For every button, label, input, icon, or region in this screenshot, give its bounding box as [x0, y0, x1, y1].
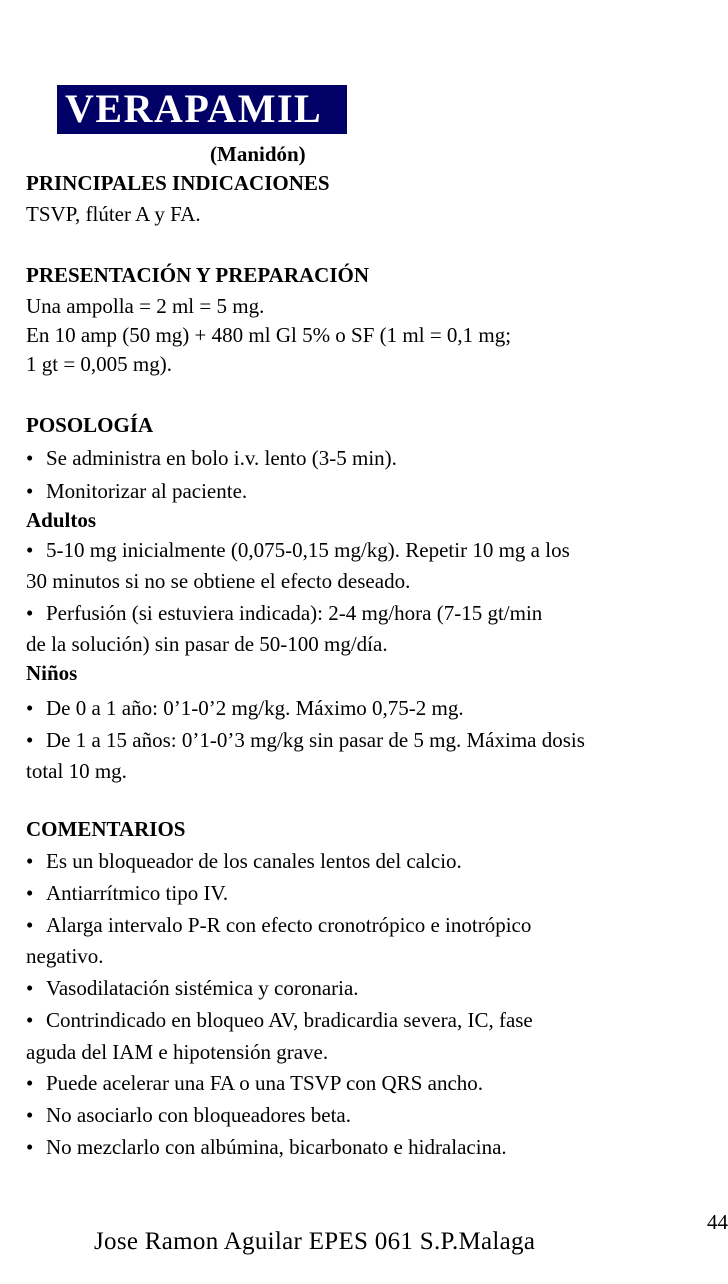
bullet-icon: • — [26, 696, 34, 720]
section-heading-posologia: POSOLOGÍA — [26, 413, 154, 437]
section-heading-comentarios: COMENTARIOS — [26, 817, 186, 841]
comentario-item: • Es un bloqueador de los canales lentos del calcio. — [26, 849, 462, 873]
bullet-icon: • — [26, 601, 34, 625]
comentario-continuation: aguda del IAM e hipotensión grave. — [26, 1040, 329, 1064]
adultos-item: • Perfusión (si estuviera indicada): 2-4 mg/hora (7-15 gt/min — [26, 601, 543, 625]
bullet-icon: • — [26, 728, 34, 752]
bullet-icon: • — [26, 479, 34, 503]
presentacion-line: En 10 amp (50 mg) + 480 ml Gl 5% o SF (1 ml = 0,1 mg; — [26, 323, 512, 347]
adultos-continuation: de la solución) sin pasar de 50-100 mg/día. — [26, 632, 388, 656]
presentacion-line: Una ampolla = 2 ml = 5 mg. — [26, 294, 265, 318]
page-number: 44 — [707, 1210, 728, 1234]
comentario-item: • Puede acelerar una FA o una TSVP con QRS ancho. — [26, 1071, 484, 1095]
bullet-icon: • — [26, 1135, 34, 1159]
subheading-ninos: Niños — [26, 661, 78, 685]
ninos-item: • De 0 a 1 año: 0’1-0’2 mg/kg. Máximo 0,75-2 mg. — [26, 696, 464, 720]
bullet-icon: • — [26, 913, 34, 937]
comentario-item: • Vasodilatación sistémica y coronaria. — [26, 976, 359, 1000]
ninos-item: • De 1 a 15 años: 0’1-0’3 mg/kg sin pasar de 5 mg. Máxima dosis — [26, 728, 585, 752]
comentario-item: • No asociarlo con bloqueadores beta. — [26, 1103, 351, 1127]
comentario-item: • Contrindicado en bloqueo AV, bradicardia severa, IC, fase — [26, 1008, 533, 1032]
comentario-item: • No mezclarlo con albúmina, bicarbonato e hidralacina. — [26, 1135, 507, 1159]
adultos-continuation: 30 minutos si no se obtiene el efecto deseado. — [26, 569, 411, 593]
bullet-icon: • — [26, 538, 34, 562]
section-heading-indicaciones: PRINCIPALES INDICACIONES — [26, 171, 330, 195]
bullet-icon: • — [26, 1103, 34, 1127]
posologia-item: • Monitorizar al paciente. — [26, 479, 248, 503]
comentario-item: • Antiarrítmico tipo IV. — [26, 881, 229, 905]
bullet-icon: • — [26, 976, 34, 1000]
bullet-icon: • — [26, 881, 34, 905]
brand-name: (Manidón) — [210, 142, 306, 166]
adultos-item: • 5-10 mg inicialmente (0,075-0,15 mg/kg). Repetir 10 mg a los — [26, 538, 570, 562]
section-heading-presentacion: PRESENTACIÓN Y PREPARACIÓN — [26, 263, 370, 287]
comentario-item: • Alarga intervalo P-R con efecto cronotrópico e inotrópico — [26, 913, 532, 937]
subheading-adultos: Adultos — [26, 508, 97, 532]
bullet-icon: • — [26, 446, 34, 470]
comentario-continuation: negativo. — [26, 944, 104, 968]
bullet-icon: • — [26, 1008, 34, 1032]
page-title: VERAPAMIL — [65, 86, 323, 131]
footer-author: Jose Ramon Aguilar EPES 061 S.P.Malaga — [94, 1228, 536, 1255]
bullet-icon: • — [26, 849, 34, 873]
ninos-continuation: total 10 mg. — [26, 759, 127, 783]
presentacion-line: 1 gt = 0,005 mg). — [26, 352, 173, 376]
bullet-icon: • — [26, 1071, 34, 1095]
posologia-item: • Se administra en bolo i.v. lento (3-5 min). — [26, 446, 397, 470]
indicaciones-text: TSVP, flúter A y FA. — [26, 202, 201, 226]
